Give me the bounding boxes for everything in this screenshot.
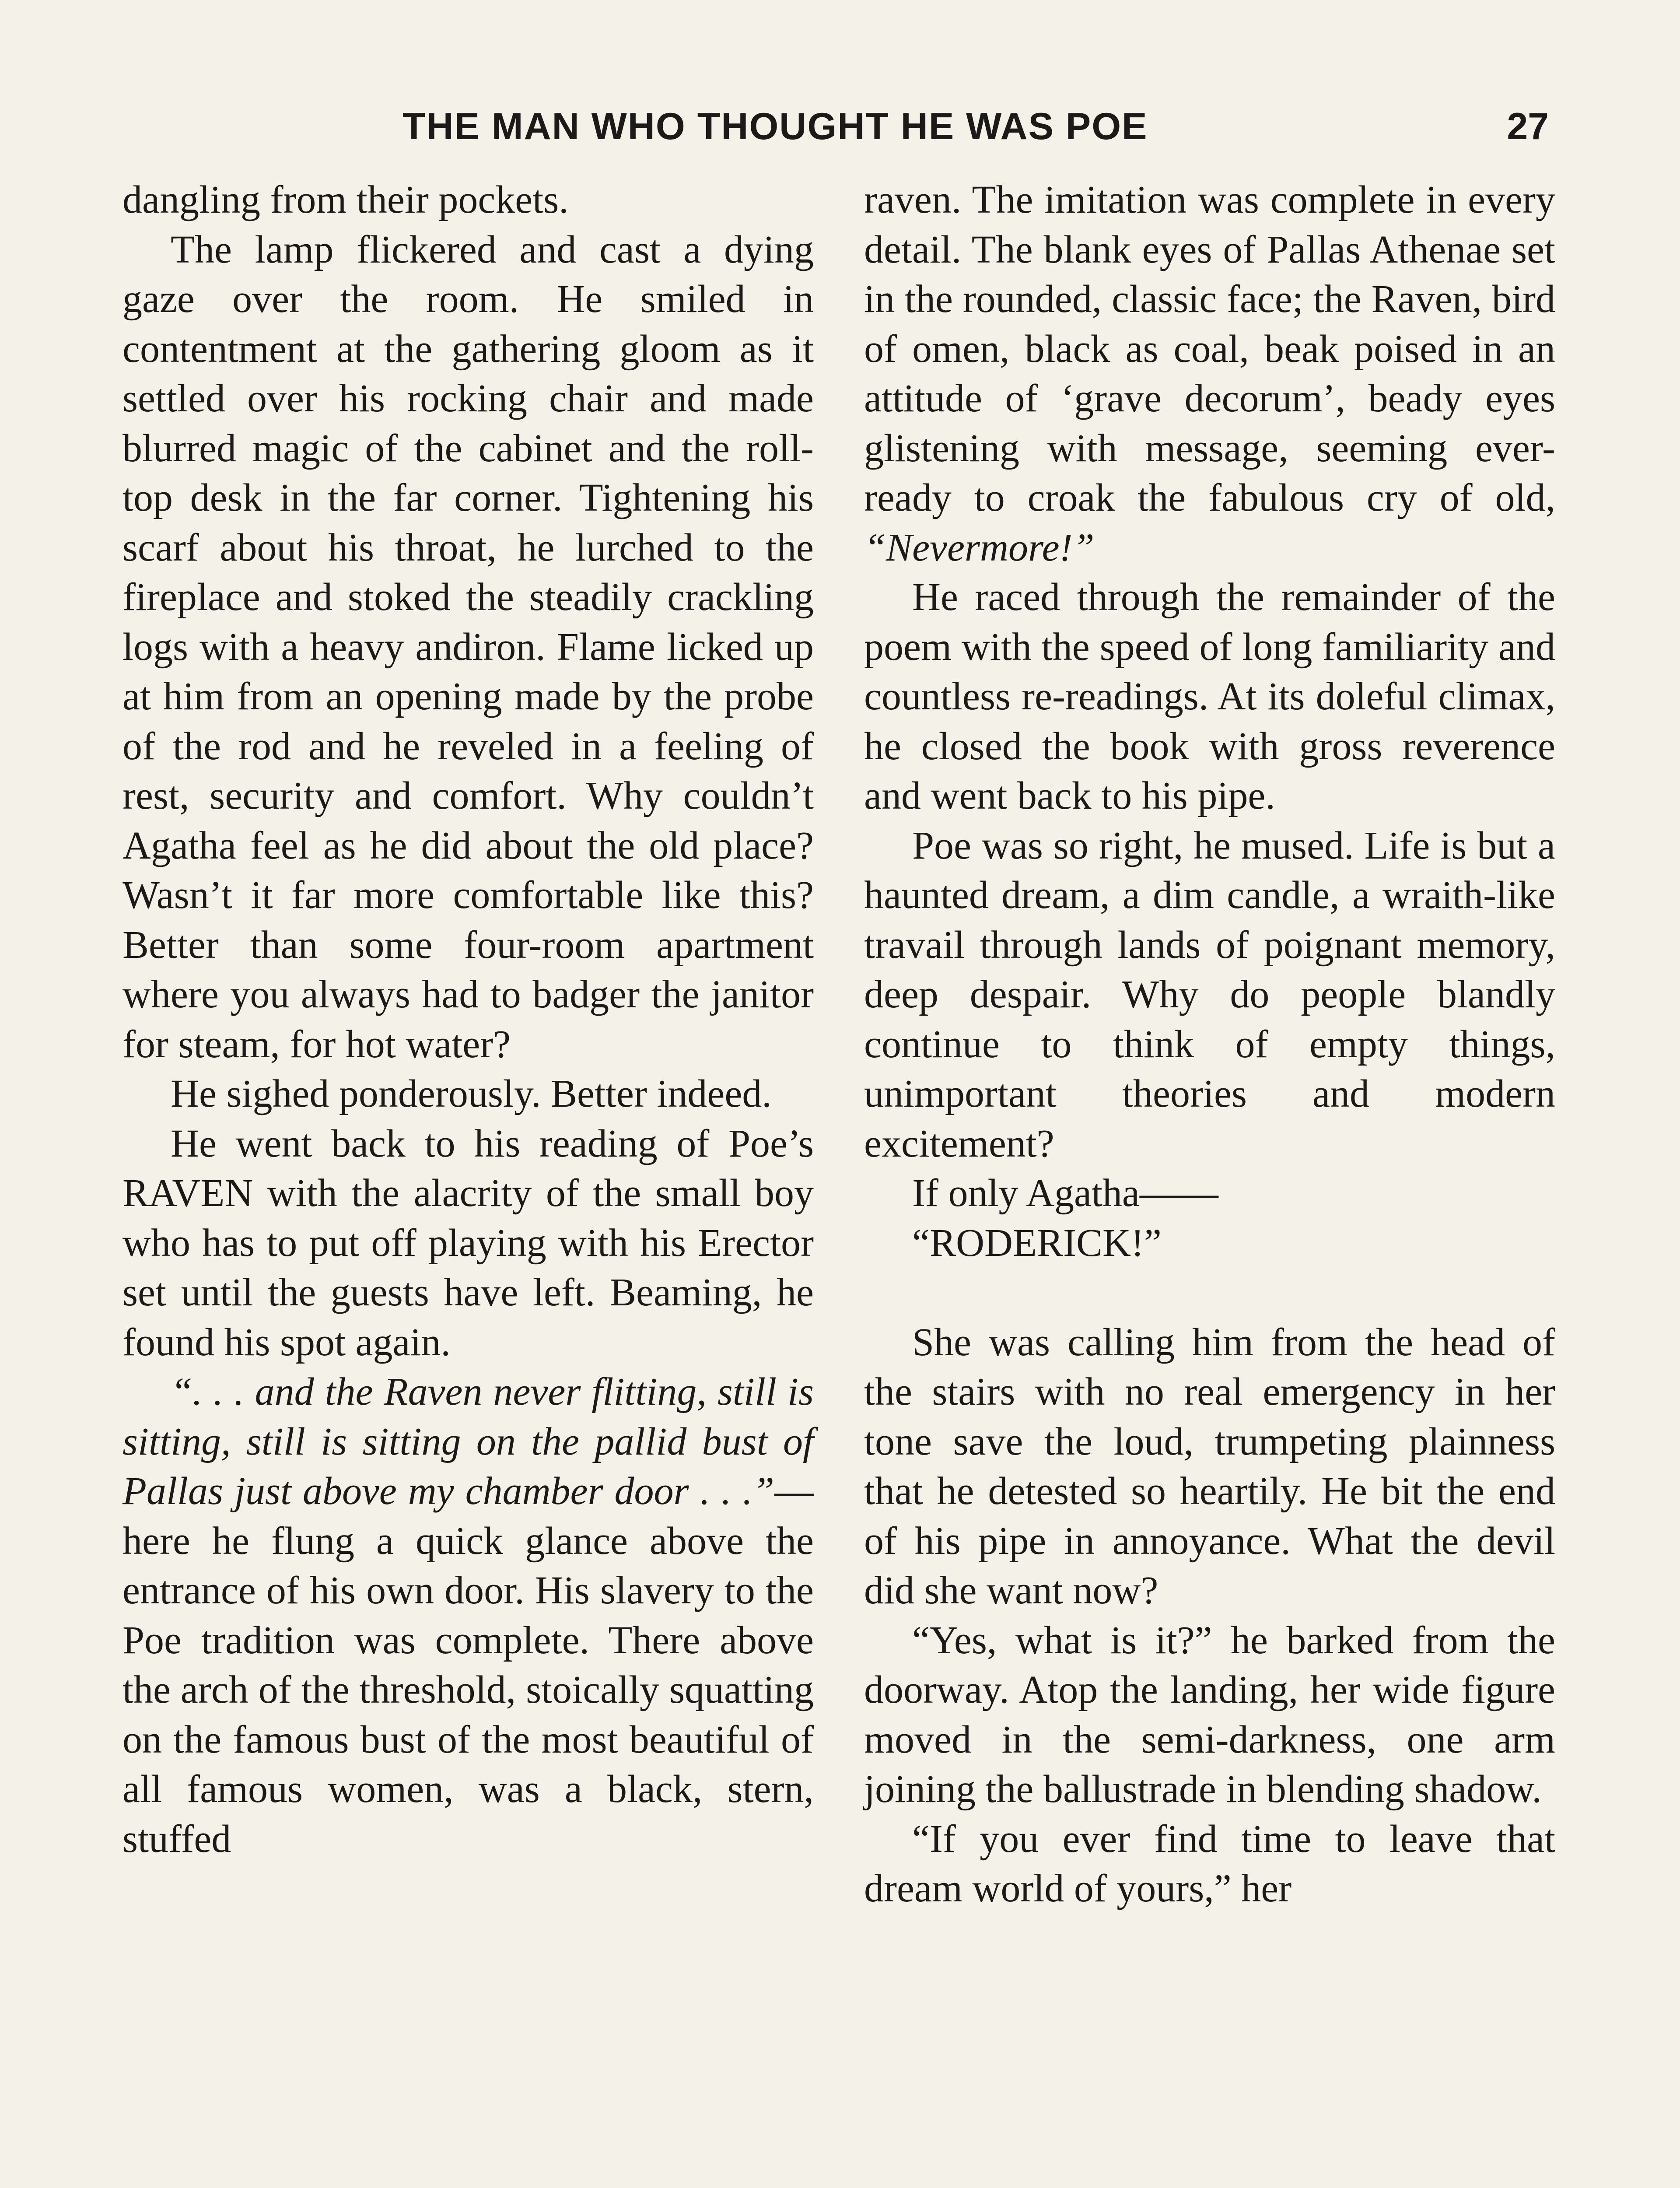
raven-quote: “. . . and the Raven never flitting, still is sitting, still is sitting on the pallid bust of Pallas just above my chamber door . . .” xyxy=(122,1370,814,1513)
paragraph: The lamp flickered and cast a dying gaze over the room. He smiled in contentment at the gathering gloom as it settled over his rocking chair and made blurred magic of the cabinet and the roll-top desk in the far corner. Tightening his scarf about his throat, he lurched to the fireplace and stoked the steadily crackling logs with a heavy andiron. Flame licked up at him from an opening made by the probe of the rod and he reveled in a feeling of rest, security and comfort. Why couldn’t Agatha feel as he did about the old place? Wasn’t it far more comfortable like this? Better than some four-room apartment where you always had to badger the janitor for steam, for hot water? xyxy=(122,228,814,1066)
right-column xyxy=(864,175,1555,1914)
paragraph: “Yes, what is it?” he barked from the doorway. Atop the landing, her wide figure moved in the semi-darkness, one arm joining the ballustrade in blending shadow. xyxy=(864,1618,1555,1811)
page-number: 27 xyxy=(1507,105,1549,147)
paragraph xyxy=(864,175,1555,572)
page-header xyxy=(122,105,1558,166)
paragraph: He raced through the remainder of the poem with the speed of long familiarity and countless re-readings. At its doleful climax, he closed the book with gross reverence and went back to his pipe. xyxy=(864,575,1555,817)
quote-continuation: — here he flung a quick glance above the entrance of his own door. His slavery to the Poe tradition was complete. There above the arch of the threshold, stoically squatting on the famous bust of the most beautiful of all famous women, was a black, stern, stuffed xyxy=(122,1469,814,1861)
left-column xyxy=(122,175,814,1864)
nevermore-quote: “Nevermore!” xyxy=(864,526,1095,569)
paragraph-text: raven. The imitation was complete in every detail. The blank eyes of Pallas Athenae set in the rounded, classic face; the Raven, bird of omen, black as coal, beak poised in an attitude of ‘grave decorum’, beady eyes glistening with message, seeming ever-ready to croak the fabulous cry of old, xyxy=(864,178,1555,519)
paragraph: “If you ever find time to leave that dream world of yours,” her xyxy=(864,1817,1555,1910)
running-title: THE MAN WHO THOUGHT HE WAS POE xyxy=(402,105,1148,147)
paragraph: dangling from their pockets. xyxy=(122,178,569,221)
paragraph: She was calling him from the head of the stairs with no real emergency in her tone save the loud, trumpeting plainness that he detested so heartily. He bit the end of his pipe in annoyance. What the devil did she want now? xyxy=(864,1320,1555,1612)
quote-paragraph xyxy=(122,1367,814,1864)
paragraph: He sighed ponderously. Better indeed. xyxy=(171,1072,772,1115)
paragraph: He went back to his reading of Poe’s RAVEN with the alacrity of the small boy who has to put off playing with his Erector set until the guests have left. Beaming, he found his spot again. xyxy=(122,1122,814,1364)
paragraph: “RODERICK!” xyxy=(912,1221,1162,1265)
paragraph: If only Agatha—— xyxy=(912,1171,1218,1215)
paragraph: Poe was so right, he mused. Life is but a haunted dream, a dim candle, a wraith-like travail through lands of poignant memory, deep despair. Why do people blandly continue to think of empty things, unimportant theories and modern excitement? xyxy=(864,824,1555,1165)
